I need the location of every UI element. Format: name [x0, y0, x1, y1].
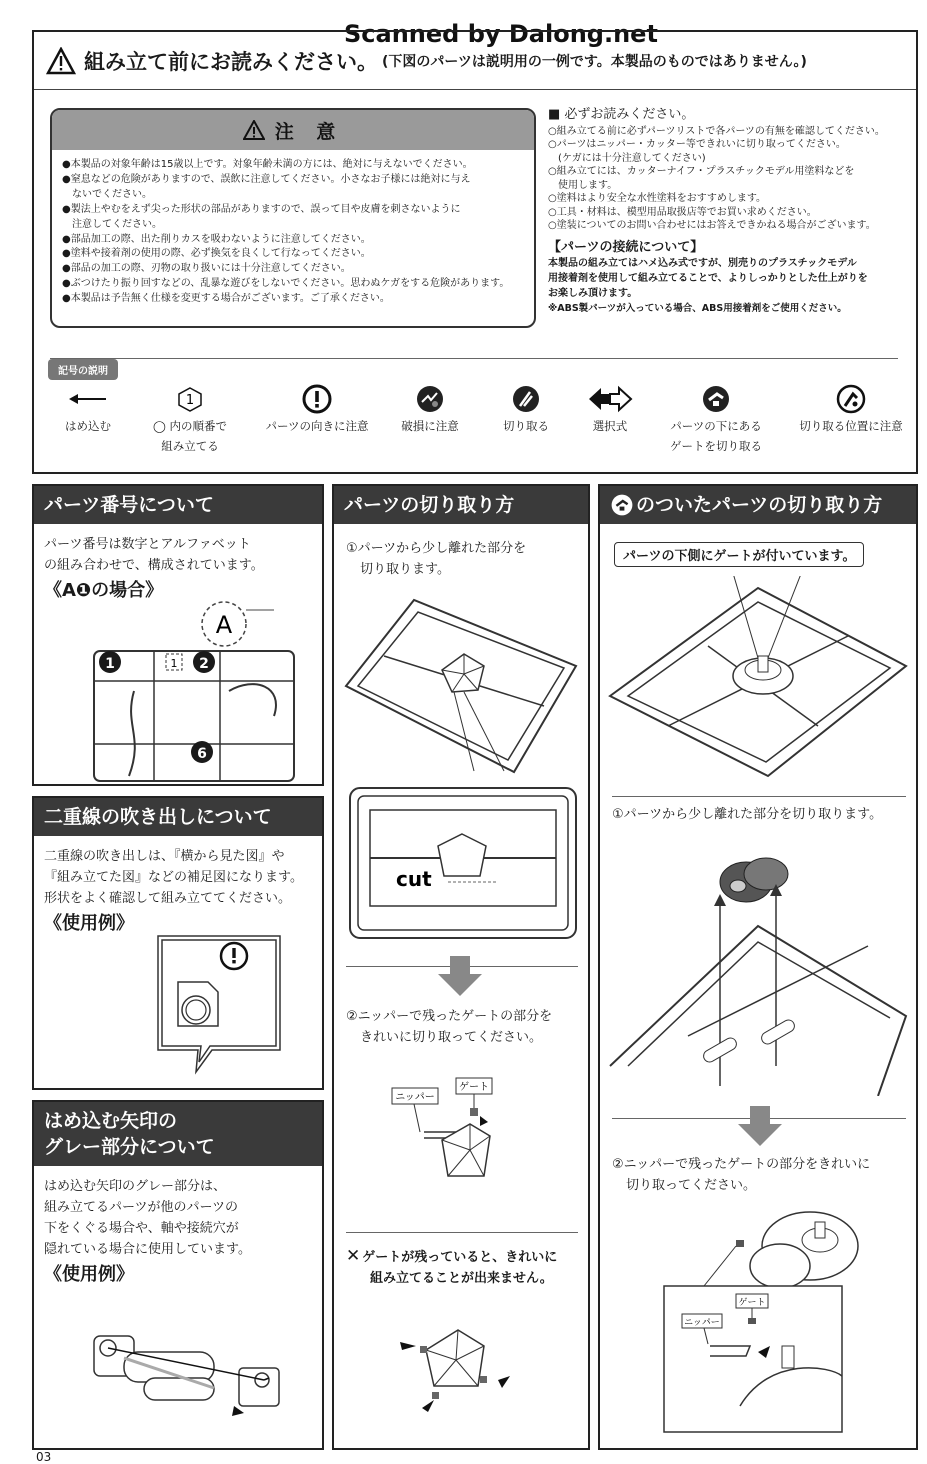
symbol-label: ゲートを切り取る [670, 439, 762, 453]
warning-text: 組み立てることが出来ません。 [370, 1271, 553, 1286]
section-under-gate [598, 484, 918, 1450]
caution-item: ●部品加工の際、出た削りカスを吸わないように注意してください。 [62, 233, 371, 245]
callout-label: パーツの下側にゲートが付いています。 [614, 542, 864, 567]
header-row [34, 32, 916, 90]
runner-diagram [34, 596, 322, 784]
connection-title: 【パーツの接続について】 [548, 239, 704, 255]
caution-item: ●塗料や接着剤の使用の際、必ず換気を良くして行なってください。 [62, 248, 371, 260]
section-text: 下をくぐる場合や、軸や接続穴が [44, 1221, 239, 1236]
down-arrow-icon [738, 1106, 782, 1146]
symbol-label: パーツの向きに注意 [265, 419, 369, 433]
section-text: 隠れている場合に使用しています。 [44, 1242, 251, 1257]
remaining-gate-diagram [394, 1316, 524, 1416]
section-body [34, 1166, 322, 1295]
section-subtitle: 《使用例》 [44, 913, 134, 934]
read-title: ■ 必ずお読みください。 [548, 107, 695, 122]
runner-letter: A [215, 611, 233, 639]
symbol-label: 破損に注意 [401, 419, 459, 433]
section-body [34, 836, 322, 944]
symbol-label: ◯ 内の順番で [152, 419, 228, 433]
x-mark-icon: ✕ [346, 1246, 361, 1266]
symbol-label: パーツの下にある [670, 419, 762, 433]
cut-position-icon [836, 384, 866, 414]
symbol-cut-position [786, 382, 916, 436]
caution-list [52, 150, 534, 315]
part-number-1: 1 [105, 656, 115, 672]
read-item: ○組み立てる前に必ずパーツリストで各パーツの有無を確認してください。 [548, 125, 885, 137]
section-text: 形状をよく確認して組み立ててください。 [44, 891, 292, 906]
legend-divider [50, 358, 898, 359]
symbol-label: はめ込む [65, 419, 111, 433]
caution-item: ●本製品は予告無く仕様を変更する場合がございます。ご了承ください。 [62, 293, 390, 305]
gate-label: ゲート [459, 1082, 489, 1093]
section-title: パーツ番号について [34, 486, 322, 524]
read-item: (ケガには十分注意してください) [548, 152, 706, 164]
warning-triangle-icon [243, 120, 265, 140]
section-cutting [332, 484, 590, 1450]
break-icon [415, 384, 445, 414]
instructions-top-box [32, 30, 918, 474]
section-title: 二重線の吹き出しについて [34, 798, 322, 836]
under-gate-runner-diagram [608, 576, 908, 786]
read-item: 使用します。 [548, 179, 618, 191]
symbol-select [574, 382, 646, 436]
gate-label: ゲート [738, 1298, 766, 1308]
connection-line: お楽しみ頂けます。 [548, 288, 638, 299]
nipper-label: ニッパー [684, 1318, 720, 1328]
circled-number-icon [177, 386, 203, 412]
section-title: はめ込む矢印の [44, 1110, 178, 1132]
symbol-label: 組み立てる [161, 439, 219, 453]
section-text: 『組み立てた図』などの補足図になります。 [44, 870, 303, 885]
under-gate-lift-diagram [608, 846, 908, 1096]
part-number-6: 6 [197, 746, 207, 762]
double-arrow-icon [587, 385, 633, 413]
caution-item: ないでください。 [62, 188, 152, 200]
section-text: の組み合わせで、構成されています。 [44, 558, 264, 573]
gray-arrow-example [64, 1318, 304, 1438]
divider [346, 1232, 578, 1233]
caution-item: ●ぶつけたり振り回すなどの、乱暴な遊びをしないでください。思わぬケガをする危険があります。 [62, 278, 510, 290]
header-title: 組み立て前にお読みください。 [84, 49, 378, 74]
section-title-block [600, 486, 916, 524]
section-subtitle: 《使用例》 [44, 1264, 134, 1285]
caution-header [52, 110, 534, 150]
runner-cut-diagram [344, 596, 580, 776]
nipper-label: ニッパー [395, 1092, 435, 1103]
step-text: 切り取ります。 [360, 562, 450, 577]
nipper-icon [511, 384, 541, 414]
exclamation-icon [302, 384, 332, 414]
divider [612, 796, 906, 797]
step-text: ①パーツから少し離れた部分を [346, 541, 527, 556]
under-gate-nipper-diagram [660, 1206, 900, 1436]
section-text: はめ込む矢印のグレー部分は、 [44, 1179, 227, 1194]
header-note: (下図のパーツは説明用の一例です。本製品のものではありません。) [382, 53, 807, 70]
symbol-cut [486, 382, 566, 436]
read-item: ○組み立てには、カッターナイフ・プラスチックモデル用塗料などを [548, 166, 855, 177]
section-title: のついたパーツの切り取り方 [636, 494, 883, 516]
double-callout-example [152, 932, 292, 1082]
read-item: ○工具・材料は、模型用品取扱店等でお買い求めください。 [548, 206, 817, 218]
part-number-1-box: 1 [170, 657, 178, 670]
caution-item: ●本製品の対象年齢は15歳以上です。対象年齢未満の方には、絶対に与えないでください。 [62, 159, 473, 170]
read-item: ○パーツはニッパー・カッター等できれいに切り取ってください。 [548, 139, 846, 150]
section-title: パーツの切り取り方 [334, 486, 588, 524]
section-title-block [34, 1102, 322, 1166]
down-arrow-icon [438, 956, 482, 996]
watermark-text: Scanned by Dalong.net [340, 20, 662, 48]
under-gate-icon [610, 493, 634, 517]
section-subtitle: 《A❶の場合》 [44, 580, 164, 601]
caution-item: ●製法上やむをえず尖った形状の部品がありますので、誤って目や皮膚を刺さないように [62, 203, 461, 215]
section-title: グレー部分について [44, 1136, 215, 1158]
read-item: ○塗料はより安全な水性塗料をおすすめします。 [548, 193, 767, 204]
symbol-insert [52, 382, 124, 436]
section-text: 組み立てるパーツが他のパーツの [44, 1200, 238, 1215]
step-text: きれいに切り取ってください。 [360, 1030, 543, 1045]
caution-item: ●部品の加工の際、刃物の取り扱いには十分注意してください。 [62, 263, 351, 275]
symbol-label: 選択式 [592, 419, 628, 433]
caution-box [50, 108, 536, 328]
caution-item: 注意してください。 [62, 218, 162, 230]
symbol-break [390, 382, 470, 436]
under-gate-icon [701, 384, 731, 414]
cutting-warning [346, 1246, 557, 1289]
symbol-orientation [252, 382, 382, 436]
read-first-column [548, 108, 918, 316]
part-number-2: 2 [199, 656, 209, 672]
section-parts-number [32, 484, 324, 786]
arrow-left-icon [68, 392, 108, 406]
read-item: ○塗装についてのお問い合わせにはお答えできかねる場合がございます。 [548, 220, 876, 231]
section-double-line [32, 796, 324, 1090]
symbol-label: 切り取る [503, 419, 549, 433]
symbol-label: 切り取る位置に注意 [799, 419, 903, 433]
symbol-order [142, 382, 238, 456]
step-text: 切り取ってください。 [626, 1178, 757, 1193]
cut-zoom-diagram [348, 786, 578, 940]
section-text: 二重線の吹き出しは、『横から見た図』や [44, 849, 285, 864]
page-number: 03 [36, 1450, 52, 1464]
circled-number-text: 1 [185, 393, 195, 408]
cut-label: cut [396, 867, 432, 891]
nipper-gate-diagram [384, 1076, 554, 1186]
step-text: ②ニッパーで残ったゲートの部分を [346, 1009, 553, 1024]
cutting-step-2 [346, 1006, 552, 1048]
connection-line: 用接着剤を使用して組み立てることで、よりしっかりとした仕上がりを [548, 273, 868, 284]
warning-text: ゲートが残っていると、きれいに [362, 1250, 558, 1265]
connection-line: 本製品の組み立てはハメ込み式ですが、別売りのプラスチックモデル [548, 258, 857, 269]
warning-triangle-icon [46, 47, 76, 75]
caution-item: ●窒息などの危険がありますので、誤飲に注意してください。小さなお子様には絶対に与え [62, 173, 471, 185]
section-gray-arrow [32, 1100, 324, 1450]
section-text: パーツ番号は数字とアルファベット [44, 537, 251, 552]
symbol-under-gate [656, 382, 776, 456]
step-text: ②ニッパーで残ったゲートの部分をきれいに [612, 1157, 871, 1172]
connection-line: ※ABS製パーツが入っている場合、ABS用接着剤をご使用ください。 [548, 303, 847, 314]
caution-title: 注 意 [274, 120, 344, 143]
symbols-badge: 記号の説明 [48, 359, 118, 380]
cutting-step-1 [346, 538, 526, 580]
under-step-1: ①パーツから少し離れた部分を切り取ります。 [612, 807, 883, 822]
under-step-2 [612, 1154, 870, 1196]
